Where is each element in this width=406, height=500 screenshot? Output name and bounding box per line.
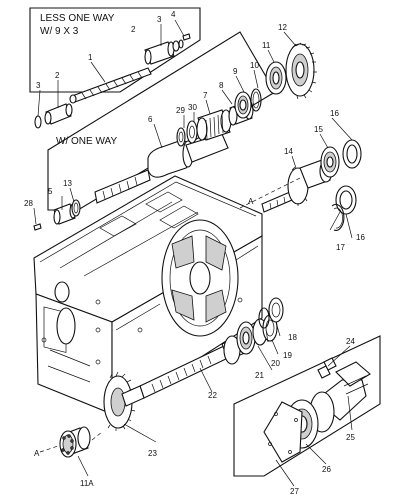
callout-3-upper: 3 — [157, 15, 162, 24]
part-16-seal-lower — [336, 186, 356, 214]
callout-29: 29 — [176, 106, 185, 115]
part-11-bearing — [266, 62, 286, 94]
callout-21: 21 — [255, 371, 264, 380]
reference-line-gear — [92, 432, 102, 440]
callout-26: 26 — [322, 465, 331, 474]
callout-1: 1 — [88, 53, 93, 62]
callout-30: 30 — [188, 103, 197, 112]
callout-a-lower: A — [34, 449, 40, 458]
reference-line-a-lower — [40, 446, 58, 452]
part-12-gear — [286, 43, 317, 99]
callout-16-upper: 16 — [330, 109, 339, 118]
callout-24: 24 — [346, 337, 355, 346]
callout-27: 27 — [290, 487, 299, 496]
inset-one-way-title: W/ ONE WAY — [56, 136, 118, 147]
part-7-one-way-clutch — [197, 110, 231, 140]
callout-7: 7 — [203, 91, 208, 100]
part-15-bearing — [321, 147, 339, 177]
callout-11: 11 — [262, 41, 271, 50]
callout-11a: 11A — [80, 479, 94, 488]
callout-5: 5 — [48, 187, 53, 196]
callout-2-left: 2 — [55, 71, 60, 80]
part-18-seal — [269, 298, 283, 322]
callout-6: 6 — [148, 115, 153, 124]
callout-a-upper: A — [248, 197, 254, 206]
part-3-ring-upper — [173, 40, 183, 51]
callout-9: 9 — [233, 67, 238, 76]
callout-3-left: 3 — [36, 81, 41, 90]
part-10-bearing — [235, 92, 251, 118]
part-4-pin — [183, 34, 190, 40]
part-2-sleeve-upper — [145, 42, 174, 64]
part-27-gasket — [264, 402, 302, 462]
callout-14: 14 — [284, 147, 293, 156]
part-28-pin — [34, 224, 41, 230]
callout-23: 23 — [148, 449, 157, 458]
callout-16-lower: 16 — [356, 233, 365, 242]
callout-15: 15 — [314, 125, 323, 134]
part-17-circlip — [332, 204, 344, 230]
part-13-ring — [72, 200, 80, 216]
part-29-ring — [177, 128, 185, 146]
callout-17: 17 — [336, 243, 345, 252]
part-3-ring-left — [35, 116, 41, 128]
callout-10: 10 — [250, 61, 259, 70]
callout-4: 4 — [171, 10, 176, 19]
part-16-seal-upper — [343, 140, 361, 168]
part-2-collar — [45, 104, 72, 124]
inset-title-line2: W/ 9 X 3 — [40, 26, 79, 37]
callout-20: 20 — [271, 359, 280, 368]
part-30-washer — [187, 121, 197, 143]
part-1-shaft — [70, 68, 151, 103]
callout-2-upper: 2 — [131, 25, 136, 34]
callout-25: 25 — [346, 433, 355, 442]
callout-28: 28 — [24, 199, 33, 208]
inset-title-line1: LESS ONE WAY — [40, 13, 115, 24]
part-11a-bearing — [60, 427, 90, 457]
callout-12: 12 — [278, 23, 287, 32]
callout-18: 18 — [288, 333, 297, 342]
callout-13: 13 — [63, 179, 72, 188]
part-9-snap-ring — [251, 89, 261, 111]
callout-8: 8 — [219, 81, 224, 90]
callout-19: 19 — [283, 351, 292, 360]
callout-22: 22 — [208, 391, 217, 400]
